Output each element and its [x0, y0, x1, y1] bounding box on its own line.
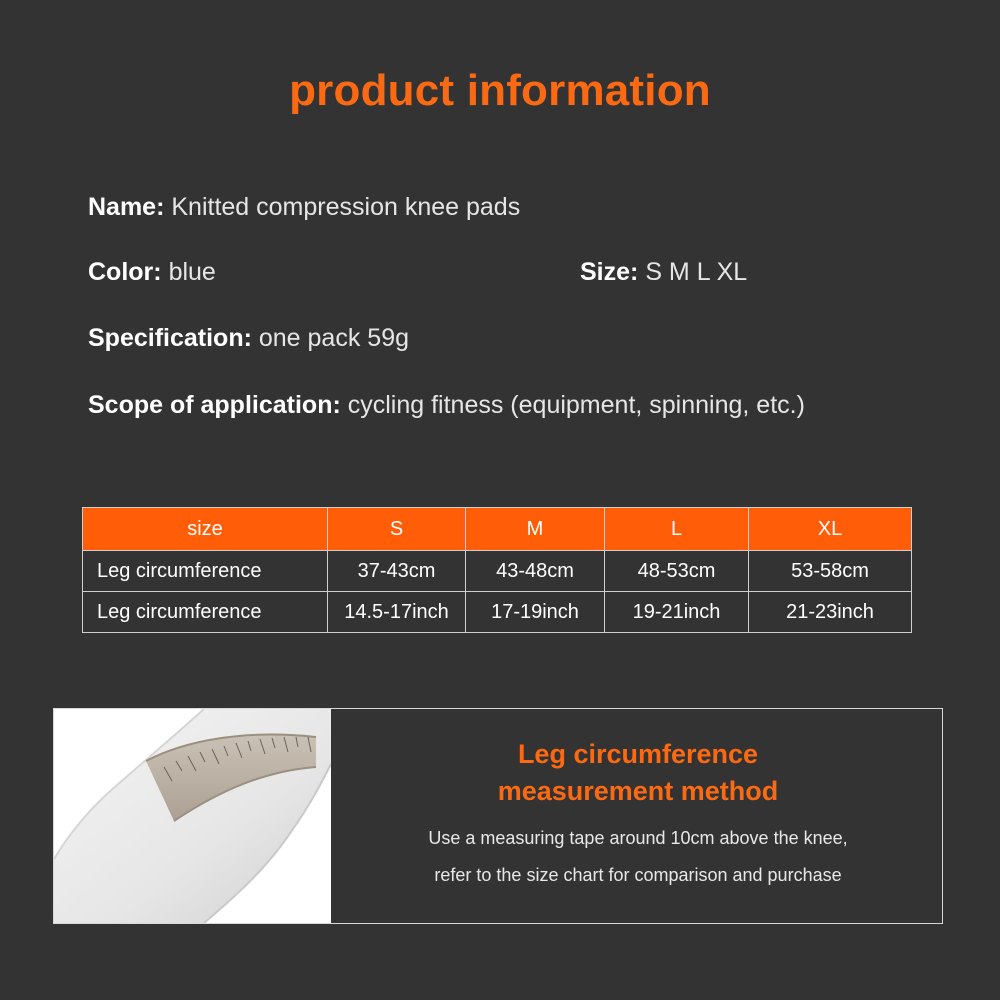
- spec-label: Specification:: [88, 324, 252, 352]
- color-value: blue: [168, 258, 216, 286]
- size-value: S M L XL: [645, 258, 748, 286]
- size-chart-header-row: [83, 508, 912, 551]
- size-chart-table: [82, 507, 912, 633]
- measurement-desc-line1: Use a measuring tape around 10cm above the knee,: [428, 828, 848, 848]
- info-specification: [88, 324, 409, 353]
- table-cell: 48-53cm: [605, 551, 749, 592]
- header-cell: S: [328, 508, 466, 551]
- color-label: Color:: [88, 258, 162, 286]
- info-color: [88, 258, 216, 287]
- table-row: [83, 592, 912, 633]
- header-cell: size: [83, 508, 328, 551]
- row-label: Leg circumference: [83, 551, 328, 592]
- spec-value: one pack 59g: [258, 324, 409, 352]
- info-scope: [88, 391, 805, 420]
- header-cell: XL: [749, 508, 912, 551]
- measurement-title-line1: Leg circumference: [517, 739, 759, 769]
- name-value: Knitted compression knee pads: [171, 193, 521, 221]
- table-cell: 14.5-17inch: [328, 592, 466, 633]
- table-row: [83, 551, 912, 592]
- measurement-desc-line2: refer to the size chart for comparison and purchase: [434, 865, 842, 885]
- table-cell: 53-58cm: [749, 551, 912, 592]
- size-label: Size:: [580, 258, 639, 286]
- header-cell: M: [466, 508, 605, 551]
- header-cell: L: [605, 508, 749, 551]
- page-title: product information: [289, 66, 711, 115]
- row-label: Leg circumference: [83, 592, 328, 633]
- scope-value: cycling fitness (equipment, spinning, etc.): [347, 391, 805, 419]
- table-cell: 21-23inch: [749, 592, 912, 633]
- table-cell: 17-19inch: [466, 592, 605, 633]
- measurement-title-line2: measurement method: [497, 776, 779, 806]
- info-size: [580, 258, 747, 287]
- leg-measurement-illustration: [54, 709, 331, 923]
- table-cell: 43-48cm: [466, 551, 605, 592]
- leg-with-measuring-tape-icon: [54, 709, 331, 923]
- measurement-method-panel: [53, 708, 943, 924]
- name-label: Name:: [88, 193, 165, 221]
- scope-label: Scope of application:: [88, 391, 341, 419]
- table-cell: 37-43cm: [328, 551, 466, 592]
- table-cell: 19-21inch: [605, 592, 749, 633]
- info-name: [88, 193, 520, 222]
